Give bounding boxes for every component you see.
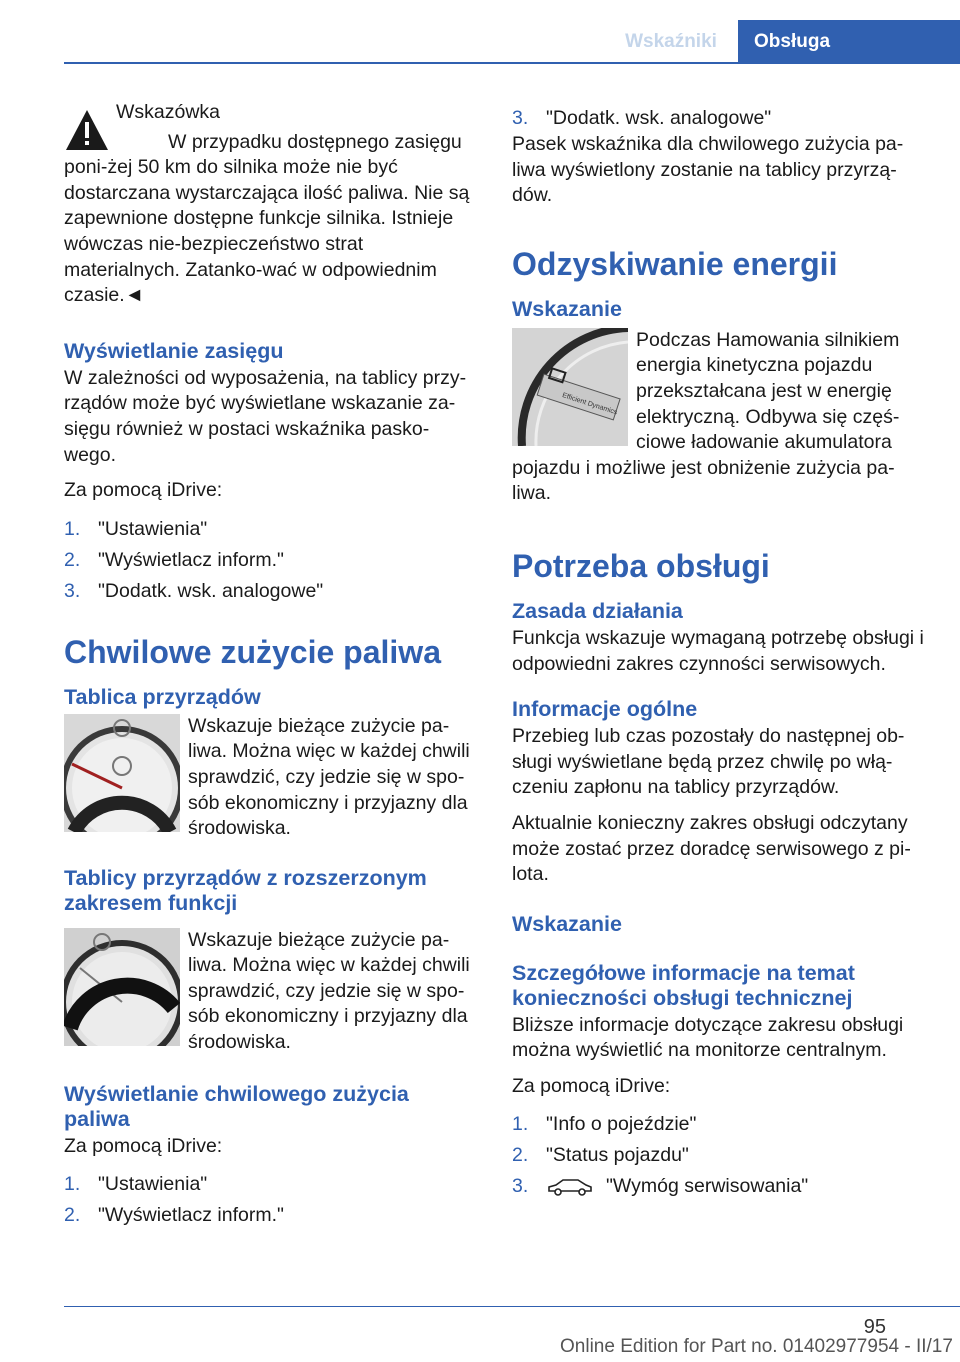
extended-gauge-image (64, 928, 180, 1046)
detail-heading: Szczegółowe informacje na temat konieczności obsługi technicznej (512, 960, 855, 1010)
list-text: "Status pojazdu" (546, 1144, 689, 1167)
extended-figure-row (64, 928, 478, 1056)
general-heading: Informacje ogólne (512, 697, 698, 722)
display-idrive: Za pomocą iDrive: (64, 1134, 223, 1157)
list-item (64, 576, 478, 607)
list-item (64, 545, 478, 576)
range-text: W zależności od wyposażenia, na tablicy przy-rządów może być wyświetlane wskazanie za-sięgu również w postaci wskaźnika pasko-wego. (64, 366, 467, 466)
warning-title: Wskazówka (116, 101, 221, 123)
right-step-list (512, 104, 932, 132)
list-item (64, 1200, 478, 1231)
edition-text: Online Edition for Part no. 01402977954 - II/17 (560, 1336, 953, 1357)
principle-text: Funkcja wskazuje wymaganą potrzebę obsługi i odpowiedni zakres czynności serwisowych. (512, 626, 924, 675)
list-text: "Wyświetlacz inform." (98, 1204, 284, 1227)
tab-operation-label: Obsługa (754, 31, 831, 52)
fuel-heading: Chwilowe zużycie paliwa (64, 633, 441, 670)
list-item (512, 104, 932, 132)
list-text: "Dodatk. wsk. analogowe" (98, 579, 324, 602)
right-column (512, 102, 932, 1202)
warning-box (64, 100, 478, 309)
list-number: 2. (64, 548, 81, 571)
warning-text: W przypadku dostępnego zasięgu poni-żej 50 km do silnika może nie być dostarczana wystarczająca ilość paliwa. Nie są zapewnione dostępne funkcje silnika. Istnieje wówczas nie-bezpieczeństwo strat materialnych. Zatanko-wać w odpowiednim czasie.◄ (64, 130, 470, 307)
list-text: "Info o pojeździe" (546, 1113, 697, 1136)
range-idrive: Za pomocą iDrive: (64, 479, 223, 502)
cluster-heading: Tablica przyrządów (64, 684, 261, 709)
service-heading: Potrzeba obsługi (512, 547, 770, 584)
list-text: "Ustawienia" (98, 1173, 208, 1196)
range-heading: Wyświetlanie zasięgu (64, 338, 284, 363)
energy-gauge-image (512, 328, 628, 446)
list-item (512, 1109, 932, 1140)
list-item (64, 514, 478, 545)
detail-text: Bliższe informacje dotyczące zakresu obsługi można wyświetlić na monitorze centralnym. (512, 1013, 904, 1062)
extended-cluster-heading: Tablicy przyrządów z rozszerzonym zakresem funkcji (64, 865, 427, 915)
list-text: "Ustawienia" (98, 517, 208, 540)
list-number: 1. (512, 1113, 529, 1136)
warning-triangle-icon (64, 108, 110, 154)
list-item (512, 1171, 932, 1202)
tab-indicators[interactable]: Wskaźniki (625, 31, 717, 52)
list-number: 1. (64, 517, 81, 540)
list-text: "Dodatk. wsk. analogowe" (546, 107, 772, 129)
general-text-1: Przebieg lub czas pozostały do następnej ob-sługi wyświetlane będą przez chwilę po włą-czeniu zapłonu na tablicy przyrządów. (512, 725, 905, 799)
cluster-gauge-image (64, 714, 180, 832)
list-text: "Wymóg serwisowania" (606, 1175, 809, 1198)
extended-text: Wskazuje bieżące zużycie pa-liwa. Można więc w każdej chwili sprawdzić, czy jedzie się w spo-sób ekonomiczny i przyjazny dla środowiska. (188, 928, 470, 1054)
list-item (512, 1140, 932, 1171)
efficient-dynamics-label: Efficient Dynamics (561, 391, 619, 417)
tab-operation[interactable] (738, 20, 960, 62)
energy-text: Podczas Hamowania silnikiem energia kinetyczna pojazdu przekształcana jest w energię elektryczną. Odbywa się częś-ciowe ładowanie akumulatora pojazdu i możliwe jest obniżenie zużycia pa-liwa. (512, 328, 900, 505)
principle-heading: Zasada działania (512, 598, 683, 623)
detail-steps (512, 1109, 932, 1202)
list-number: 3. (64, 579, 81, 602)
header-rule (64, 62, 960, 64)
energy-figure-row (512, 328, 932, 507)
general-text-2: Aktualnie konieczny zakres obsługi odczytany może zostać przez doradcę serwisowego z pi-lota. (512, 811, 911, 886)
cluster-figure-row (64, 714, 478, 842)
detail-idrive: Za pomocą iDrive: (512, 1074, 671, 1097)
footer-rule (64, 1306, 960, 1307)
list-number: 2. (512, 1144, 529, 1167)
list-number: 3. (512, 1175, 529, 1198)
page-number: 95 (863, 1316, 886, 1338)
car-icon (546, 1177, 594, 1197)
list-number: 3. (512, 107, 529, 129)
list-number: 2. (64, 1204, 81, 1227)
energy-sub-heading: Wskazanie (512, 296, 622, 321)
cluster-text: Wskazuje bieżące zużycie pa-liwa. Można więc w każdej chwili sprawdzić, czy jedzie się w spo-sób ekonomiczny i przyjazny dla środowiska. (188, 714, 470, 840)
indication-heading: Wskazanie (512, 911, 622, 936)
range-steps (64, 514, 478, 607)
left-column (64, 100, 478, 1231)
display-heading: Wyświetlanie chwilowego zużycia paliwa (64, 1081, 409, 1131)
energy-heading: Odzyskiwanie energii (512, 245, 838, 282)
list-number: 1. (64, 1173, 81, 1196)
list-item (64, 1169, 478, 1200)
display-steps (64, 1169, 478, 1231)
list-text: "Wyświetlacz inform." (98, 548, 284, 571)
bar-text: Pasek wskaźnika dla chwilowego zużycia pa-liwa wyświetlony zostanie na tablicy przyrzą-dów. (512, 133, 904, 207)
